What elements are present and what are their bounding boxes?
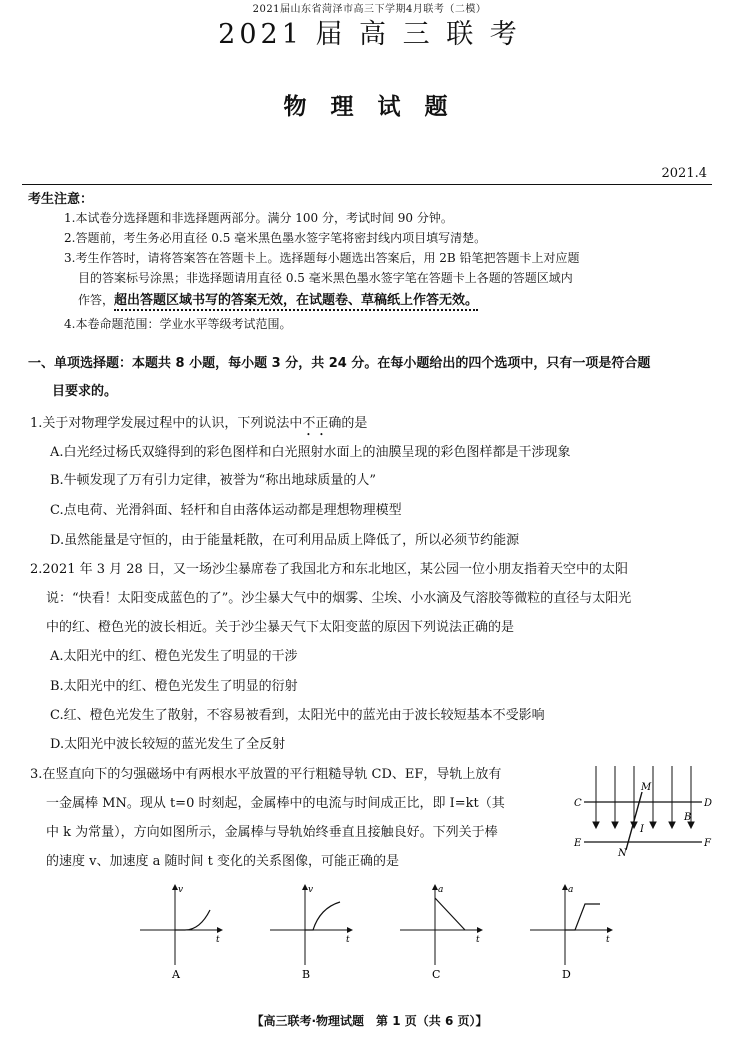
graph-b-ylabel: v bbox=[308, 885, 314, 895]
q2-stem-line1: 2.2021 年 3 月 28 日，又一场沙尘暴席卷了我国北方和东北地区，某公园一位小朋友指着天空中的太阳 bbox=[30, 562, 628, 577]
exam-title: 2021 届 高 三 联 考 bbox=[218, 19, 521, 50]
graph-b-choice: B bbox=[302, 968, 311, 980]
q2-stem-line3: 中的红、橙色光的波长相近。关于沙尘暴天气下太阳变蓝的原因下列说法正确的是 bbox=[46, 620, 515, 635]
q1-option-a: A.白光经过杨氏双缝得到的彩色图样和白光照射水面上的油膜呈现的彩色图样都是干涉现象 bbox=[50, 445, 571, 460]
notice-item-3-end bbox=[78, 290, 478, 311]
q1-stem-emphasis: 不正 bbox=[302, 416, 329, 431]
label-i: I bbox=[640, 824, 644, 835]
graph-b-xlabel: t bbox=[346, 935, 350, 945]
q3-stem-line4: 的速度 v、加速度 a 随时间 t 变化的关系图像，可能正确的是 bbox=[46, 854, 399, 869]
notice-bold-warning: 超出答题区域书写的答案无效，在试题卷、草稿纸上作答无效。 bbox=[114, 293, 478, 311]
field-lines bbox=[593, 766, 694, 828]
label-e: E bbox=[574, 838, 582, 849]
q3-field-figure bbox=[570, 762, 715, 858]
graph-d-xlabel: t bbox=[606, 935, 610, 945]
q2-option-c: C.红、橙色光发生了散射，不容易被看到，太阳光中的蓝光由于波长较短基本不受影响 bbox=[50, 708, 545, 723]
graph-b bbox=[270, 885, 352, 980]
notice-item-3: 3.考生作答时，请将答案答在答题卡上。选择题每小题选出答案后，用 2B 铅笔把答题卡上对应题 bbox=[64, 251, 580, 265]
graph-a-ylabel: v bbox=[178, 885, 184, 895]
notice-item-3-cont: 目的答案标号涂黑；非选择题请用直径 0.5 毫米黑色墨水签字笔在答题卡上各题的答题区域内 bbox=[78, 271, 573, 285]
notice-item-2: 2.答题前，考生务必用直径 0.5 毫米黑色墨水签字笔将密封线内项目填写清楚。 bbox=[64, 231, 487, 245]
label-c: C bbox=[574, 798, 582, 809]
q1-option-d: D.虽然能量是守恒的，由于能量耗散，在可利用品质上降低了，所以必须节约能源 bbox=[50, 533, 520, 548]
q1-stem bbox=[30, 412, 367, 439]
graph-a bbox=[140, 885, 222, 980]
notice-heading: 考生注意： bbox=[28, 192, 94, 207]
q1-stem-a: 1.关于对物理学发展过程中的认识，下列说法中 bbox=[30, 416, 303, 431]
graph-d-choice: D bbox=[562, 968, 571, 980]
q3-stem-line1: 3.在竖直向下的匀强磁场中有两根水平放置的平行粗糙导轨 CD、EF，导轨上放有 bbox=[30, 767, 502, 782]
q1-stem-b: 确的是 bbox=[328, 416, 368, 431]
section-heading-line1: 一、单项选择题：本题共 8 小题，每小题 3 分，共 24 分。在每小题给出的四个选项中，只有一项是符合题 bbox=[28, 356, 651, 371]
subject-title: 物 理 试 题 bbox=[283, 94, 456, 120]
q2-stem-line2: 说：“快看！太阳变成蓝色的了”。沙尘暴大气中的烟雾、尘埃、小水滴及气溶胶等微粒的直径与太阳光 bbox=[46, 591, 632, 606]
label-m: M bbox=[641, 782, 652, 793]
source-note: 2021届山东省菏泽市高三下学期4月联考（二模） bbox=[252, 4, 487, 15]
notice-item-1: 1.本试卷分选择题和非选择题两部分。满分 100 分，考试时间 90 分钟。 bbox=[64, 211, 453, 225]
page-footer: 【高三联考·物理试题 第 1 页（共 6 页）】 bbox=[251, 1014, 488, 1028]
graph-c-ylabel: a bbox=[438, 885, 444, 895]
q2-option-d: D.太阳光中波长较短的蓝光发生了全反射 bbox=[50, 737, 286, 752]
notice-item-4: 4.本卷命题范围：学业水平等级考试范围。 bbox=[64, 317, 292, 331]
label-b: B bbox=[684, 812, 692, 823]
q2-option-b: B.太阳光中的红、橙色光发生了明显的衍射 bbox=[50, 679, 298, 694]
graph-a-xlabel: t bbox=[216, 935, 220, 945]
notice-item-3-tail: 作答， bbox=[78, 293, 115, 307]
q1-option-b: B.牛顿发现了万有引力定律，被誉为“称出地球质量的人” bbox=[50, 473, 376, 488]
q2-option-a: A.太阳光中的红、橙色光发生了明显的干涉 bbox=[50, 649, 298, 664]
q3-answer-graphs bbox=[130, 880, 620, 980]
graph-c bbox=[400, 885, 482, 980]
graph-a-choice: A bbox=[172, 968, 180, 980]
q1-option-c: C.点电荷、光滑斜面、轻杆和自由落体运动都是理想物理模型 bbox=[50, 503, 402, 518]
graph-c-choice: C bbox=[432, 968, 441, 980]
graph-d bbox=[530, 885, 612, 980]
exam-date: 2021.4 bbox=[661, 166, 707, 181]
graph-c-xlabel: t bbox=[476, 935, 480, 945]
graph-d-ylabel: a bbox=[568, 885, 574, 895]
section-heading-line2: 目要求的。 bbox=[52, 384, 118, 399]
label-f: F bbox=[704, 838, 711, 849]
q3-stem-line2: 一金属棒 MN。现从 t=0 时刻起，金属棒中的电流与时间成正比，即 I=kt（其 bbox=[46, 796, 505, 811]
q3-stem-line3: 中 k 为常量），方向如图所示，金属棒与导轨始终垂直且接触良好。下列关于棒 bbox=[46, 825, 498, 840]
label-n: N bbox=[618, 848, 627, 858]
label-d: D bbox=[704, 798, 713, 809]
header-rule bbox=[22, 184, 712, 185]
